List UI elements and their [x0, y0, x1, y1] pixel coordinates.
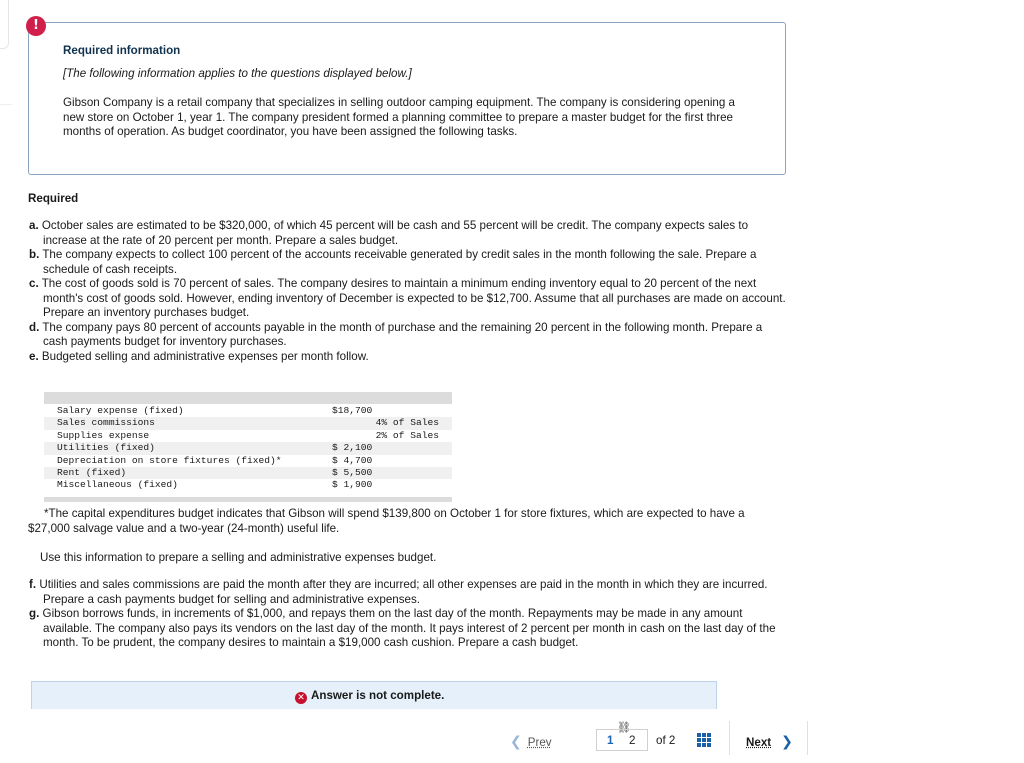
list-item — [29, 607, 789, 651]
expenses-table — [44, 392, 452, 502]
expense-value: $ 1,900 — [332, 479, 373, 491]
list-item — [29, 277, 789, 321]
item-text: October sales are estimated to be $320,000, of which 45 percent will be cash and 55 percent will be credit. The company expects sales to increase at the rate of 20 percent per month. Prepare a sales budget. — [41, 219, 749, 247]
required-list — [29, 219, 789, 364]
item-text: Utilities and sales commissions are paid the month after they are incurred; all other expenses are paid in the month in which they are incurred. Prepare a cash payments budget for selling and administrative expenses. — [39, 578, 768, 606]
info-subtitle: [The following information applies to the questions displayed below.] — [63, 67, 412, 80]
list-item — [29, 578, 789, 607]
incomplete-x-icon: ✕ — [295, 692, 307, 704]
item-letter: f. — [29, 578, 37, 591]
item-text: The company expects to collect 100 percent of the accounts receivable generated by credit sales in the month following the sale. Prepare a schedule of cash receipts. — [42, 248, 757, 276]
table-row — [44, 405, 452, 417]
item-letter: g. — [29, 607, 40, 620]
expense-name: Utilities (fixed) — [57, 442, 155, 454]
answer-status-text: Answer is not complete. — [311, 689, 445, 702]
list-item — [29, 350, 789, 365]
page-count: of 2 — [656, 734, 676, 747]
table-row — [44, 430, 452, 442]
link-icon: ⛓ — [617, 721, 631, 734]
page-1-link[interactable]: 1 — [607, 734, 614, 747]
list-item — [29, 248, 789, 277]
expense-name: Rent (fixed) — [57, 466, 127, 478]
expense-name: Supplies expense — [57, 429, 150, 441]
nav-divider — [729, 721, 730, 755]
expense-name: Sales commissions — [57, 417, 155, 429]
page-2-link[interactable]: 2 — [629, 734, 636, 747]
alert-icon: ! — [26, 16, 46, 36]
item-letter: d. — [29, 320, 40, 334]
grid-view-icon[interactable] — [697, 733, 711, 747]
prev-button[interactable] — [510, 734, 552, 762]
left-panel-edge — [0, 0, 9, 49]
expense-name: Salary expense (fixed) — [57, 405, 184, 416]
nav-divider — [807, 721, 808, 755]
chevron-right-icon: ❯ — [781, 733, 793, 749]
table-row — [44, 479, 452, 491]
list-item — [29, 321, 789, 350]
prev-label: Prev — [527, 736, 552, 749]
info-body: Gibson Company is a retail company that specializes in selling outdoor camping equipment. The company is considering opening a new store on October 1, year 1. The company president formed a planning committee to prepare a master budget for the first three months of operation. As budget coordinator, you have been assigned the following tasks. — [63, 96, 735, 138]
item-text: The company pays 80 percent of accounts payable in the month of purchase and the remaining 20 percent in the following month. Prepare a cash payments budget for inventory purchases. — [42, 320, 763, 348]
table-row — [44, 455, 452, 467]
expense-value: 2% of Sales — [375, 429, 439, 441]
expense-value: $ 5,500 — [332, 466, 373, 478]
next-label: Next — [746, 736, 772, 749]
expense-name: Miscellaneous (fixed) — [57, 479, 178, 491]
table-row — [44, 442, 452, 454]
table-row — [44, 417, 452, 429]
required-heading: Required — [28, 192, 79, 205]
left-panel-divider — [0, 104, 12, 105]
expense-name: Depreciation on store fixtures (fixed)* — [57, 454, 282, 466]
expense-value: $18,700 — [332, 405, 373, 416]
expense-value: $ 2,100 — [332, 442, 373, 454]
table-row — [44, 467, 452, 479]
required-list-continued — [29, 578, 789, 651]
item-text: Budgeted selling and administrative expenses per month follow. — [41, 349, 369, 363]
chevron-left-icon: ❮ — [510, 733, 522, 749]
item-text: Gibson borrows funds, in increments of $1,000, and repays them on the last day of the month. Repayments may be made in any amount available. The company also pays its vendors on the last day of the month. It pays interest of 2 percent per month in cash on the last day of the month. To be prudent, the company desires to maintain a $19,000 cash cushion. Prepare a cash budget. — [42, 607, 776, 649]
list-item — [29, 219, 789, 248]
item-letter: b. — [29, 248, 40, 261]
use-info-text: Use this information to prepare a selling and administrative expenses budget. — [40, 551, 437, 564]
item-text: The cost of goods sold is 70 percent of sales. The company desires to maintain a minimum ending inventory equal to 20 percent of the next month's cost of goods sold. However, ending inventory of December is expected to be $12,700. Assume that all purchases are made on account. Prepare an inventory purchases budget. — [41, 277, 786, 319]
item-letter: a. — [29, 219, 39, 232]
item-letter: e. — [29, 349, 39, 363]
info-title: Required information — [63, 44, 181, 57]
answer-status — [295, 689, 444, 704]
expense-value: $ 4,700 — [332, 454, 373, 466]
item-letter: c. — [29, 277, 39, 290]
footnote: *The capital expenditures budget indicates that Gibson will spend $139,800 on October 1 for store fixtures, which are expected to have a $27,000 salvage value and a two-year (24-month) useful life. — [28, 507, 745, 535]
next-button[interactable] — [746, 734, 793, 751]
page-selector — [596, 729, 648, 751]
expense-value: 4% of Sales — [375, 417, 439, 429]
